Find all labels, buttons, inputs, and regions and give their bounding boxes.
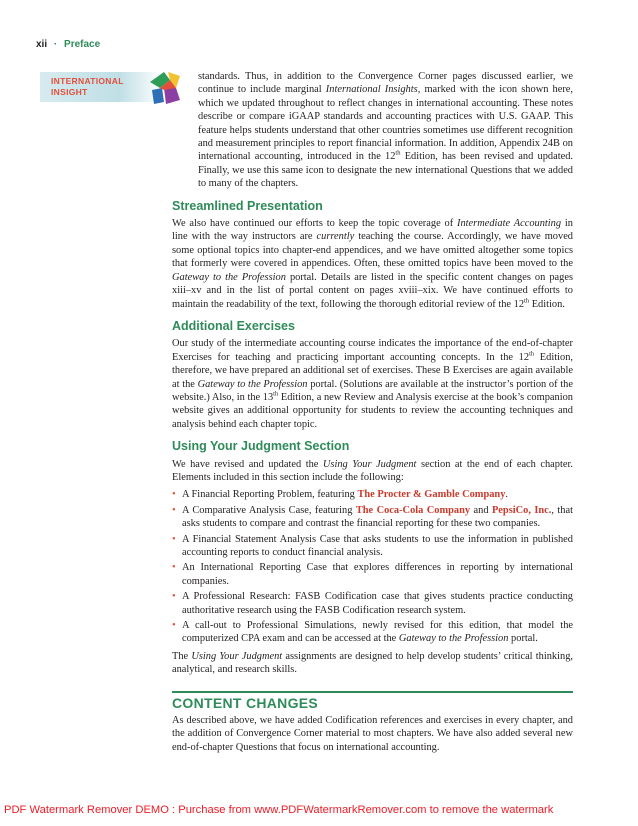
heading-content-changes: CONTENT CHANGES	[172, 694, 319, 711]
list-item	[172, 619, 573, 646]
list-item-end: .	[505, 489, 509, 501]
book-title: Intermediate Accounting	[457, 218, 562, 230]
streamlined-text-8: Edition.	[529, 298, 565, 310]
judgment-intro	[172, 458, 573, 485]
list-item-end: , that asks students to compare and contrast the financial reporting for these two companies.	[182, 504, 573, 530]
judgment-text-3: section at the end of each chapter. Elements included in this section include the following:	[172, 458, 573, 483]
streamlined-text-1: We also have continued our efforts to keep the topic coverage of	[172, 218, 458, 230]
list-item: • A Professional Research: FASB Codification case that gives students practice conducting authoritative research using the FASB Codification research system.	[172, 590, 573, 617]
section-divider	[172, 691, 573, 693]
intro-italic: International Insights	[325, 84, 418, 96]
judgment-closing-1: The	[172, 650, 192, 662]
heading-additional-exercises: Additional Exercises	[172, 318, 295, 333]
additional-text-5: Edition, a new Review and Analysis exercise at the book’s companion website gives an additional opportunity for students to review the accounting techniques and analysis behind each chapter topic.	[172, 391, 573, 430]
list-item-text: A call-out to Professional Simulations, newly revised for this edition, that model the computerized CPA exam and can be accessed at the	[182, 620, 573, 645]
gateway-portal-name: Gateway to the Profession	[172, 271, 286, 283]
heading-streamlined: Streamlined Presentation	[172, 198, 323, 213]
streamlined-sup: th	[524, 297, 530, 305]
list-item: • An International Reporting Case that explores differences in reporting by international companies.	[172, 561, 573, 588]
judgment-closing-3: assignments are designed to help develop students’ critical thinking, analytical, and research skills.	[172, 650, 573, 676]
additional-sup-2: th	[273, 390, 279, 398]
streamlined-text-3: in line with the way instructors are	[172, 218, 573, 243]
streamlined-text-7: portal. Details are listed in the specific content changes on pages xiii–xv and in the list of portal content on pages xviii–xix. We have continued efforts to maintain the readability of the text, following the thorough editorial review of the 12	[172, 271, 573, 310]
list-item	[172, 488, 573, 501]
additional-text-4: portal. (Solutions are available at the instructor’s portion of the website.) Also, in the 13	[172, 378, 573, 403]
judgment-list	[172, 488, 573, 645]
header-separator: ·	[53, 39, 58, 50]
watermark-banner: PDF Watermark Remover DEMO : Purchase from www.PDFWatermarkRemover.com to remove the watermark	[4, 804, 554, 816]
list-item-text: A Financial Reporting Problem, featuring	[182, 489, 358, 501]
heading-using-your-judgment: Using Your Judgment Section	[172, 439, 350, 454]
list-item-text: A Comparative Analysis Case, featuring	[182, 504, 356, 516]
page-number: xii	[36, 39, 48, 50]
streamlined-text-5: teaching the course. Accordingly, we have moved some optional topics into chapter-end appendices, and we have omitted altogether some topics that formerly were covered in appendices. Often, these omitted topics have been moved to the	[172, 231, 573, 270]
badge-line-1: INTERNATIONAL	[51, 76, 124, 86]
running-header	[36, 39, 100, 50]
company-name: The Coca-Cola Company	[355, 504, 471, 516]
company-name: PepsiCo, Inc.	[491, 504, 552, 516]
main-column	[172, 70, 573, 754]
judgment-closing	[172, 650, 573, 677]
badge-line-2: INSIGHT	[51, 87, 88, 97]
list-item-and: and	[470, 504, 492, 516]
list-item	[172, 504, 573, 531]
intro-text-1: standards. Thus, in addition to the Convergence Corner pages discussed earlier, we continue to include marginal	[198, 71, 573, 96]
list-item: • A Financial Statement Analysis Case that asks students to use the information in published accounting reports to conduct financial analysis.	[172, 533, 573, 560]
streamlined-italic-currently: currently	[316, 231, 355, 243]
judgment-text-1: We have revised and updated the	[172, 458, 323, 470]
intro-paragraph	[172, 70, 573, 191]
list-item-end: portal.	[508, 633, 538, 645]
gateway-portal-name: Gateway to the Profession	[398, 633, 509, 645]
judgment-closing-italic: Using Your Judgment	[191, 650, 283, 662]
international-insight-badge	[40, 72, 162, 102]
content-changes-paragraph: As described above, we have added Codification references and exercises in every chapter, and the addition of Convergence Corner material to most chapters. We have also added several new end-of-chapter Questions that focus on international accounting.	[172, 715, 573, 753]
intro-text-4: Edition, has been revised and updated. Finally, we use this same icon to designate the new international Questions that we added to many of the chapters.	[198, 151, 573, 190]
intro-sup: th	[395, 149, 401, 157]
gateway-portal-name: Gateway to the Profession	[197, 378, 308, 390]
additional-text-1: Our study of the intermediate accounting course indicates the importance of the end-of-chapter Exercises for teaching and practicing important accounting concepts. In the 12	[172, 338, 573, 363]
additional-text-2: Edition, therefore, we have prepared an additional set of exercises. These B Exercises are again available at the	[172, 351, 573, 390]
intro-text-3: , marked with the icon shown here, which we updated throughout to reflect changes in international accounting. These notes describe or compare iGAAP standards and accounting practices with U.S. GAAP. This feature helps students understand that other countries sometimes use different recognition and measurement principles to report financial information. In addition, Appendix 24B on international accounting, introduced in the 12	[198, 84, 574, 163]
judgment-italic: Using Your Judgment	[322, 458, 417, 470]
section-name: Preface	[64, 39, 101, 50]
additional-paragraph	[172, 337, 573, 431]
company-name: The Procter & Gamble Company	[357, 489, 506, 501]
icon-piece-blue	[152, 88, 164, 104]
streamlined-paragraph	[172, 217, 573, 311]
badge-label	[51, 76, 137, 98]
additional-sup-1: th	[529, 350, 535, 358]
